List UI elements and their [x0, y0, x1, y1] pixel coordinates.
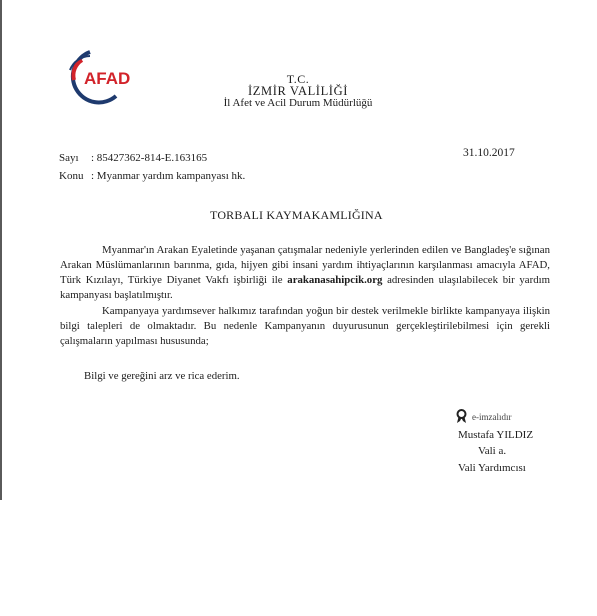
paragraph-2 [60, 304, 550, 349]
paragraph-1-tail: adresinden ulaşılabilecek bir yardım kampanyası başlatılmıştır. [60, 274, 550, 301]
paragraph-3-text: Bilgi ve gereğini arz ve rica ederim. [84, 370, 240, 382]
paragraph-2-text: Kampanyaya yardımsever halkımız tarafından yoğun bir destek verilmekle birlikte kampanyaya ilişkin bilgi talepleri de olmaktadır. Bu nedenle Kampanyanın duyurusunun gerçekleştirilebilmesi için gerekli çalışmaların yapılması hususunda; [60, 305, 550, 347]
subject [59, 170, 245, 182]
afad-logo-icon [60, 46, 136, 108]
konu-label: Konu [59, 170, 84, 182]
e-signature-mark [455, 409, 511, 424]
paragraph-1-text: Myanmar'ın Arakan Eyaletinde yaşanan çatışmalar nedeniyle yerlerinden edilen ve Bangladeş'e sığınan Arakan Müslümanlarının barınma, gıda, hijyen gibi insani yardım ihtiyaçlarının karşılanması amacıyla AFAD, Türk Kızılayı, Türkiye Diyanet Vakfı işbirliği ile [60, 244, 550, 286]
konu-value: : Myanmar yardım kampanyası hk. [91, 170, 246, 182]
document-date: 31.10.2017 [463, 147, 515, 159]
letterhead-line-governorship: İZMİR VALİLİĞİ [248, 84, 348, 98]
recipient: TORBALI KAYMAKAMLIĞINA [210, 208, 383, 222]
afad-logo-text: AFAD [84, 69, 131, 88]
ribbon-icon [455, 409, 468, 424]
reference-number [59, 152, 207, 164]
afad-logo [60, 46, 136, 108]
paragraph-3 [60, 369, 550, 384]
e-signature-label: e-imzalıdır [472, 411, 512, 422]
signatory-role-2: Vali Yardımcısı [458, 462, 526, 474]
letterhead-line-department: İl Afet ve Acil Durum Müdürlüğü [223, 97, 373, 109]
sayi-value: : 85427362-814-E.163165 [91, 152, 208, 164]
sayi-label: Sayı [59, 152, 79, 164]
signatory-role-1: Vali a. [478, 445, 507, 457]
campaign-website-link[interactable]: arakanasahipcik.org [287, 274, 383, 286]
paragraph-1 [60, 243, 550, 303]
signatory-name: Mustafa YILDIZ [458, 429, 534, 441]
letterhead-line-tc: T.C. [286, 72, 310, 86]
scan-edge-line [0, 0, 2, 500]
letterhead [198, 73, 398, 109]
